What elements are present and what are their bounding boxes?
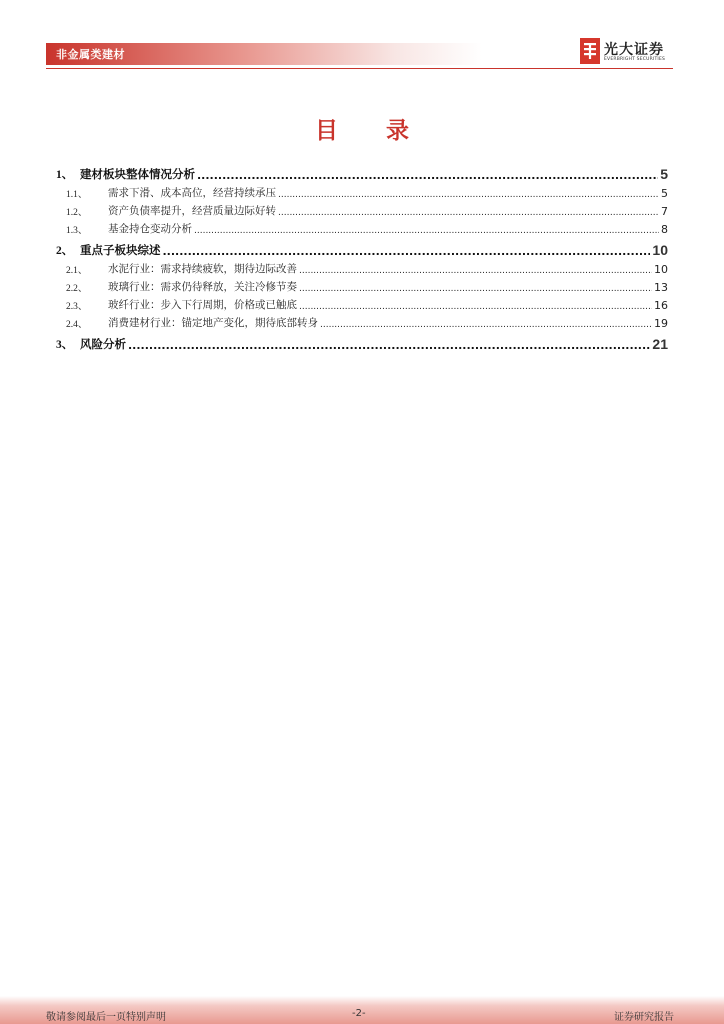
toc-entry-label[interactable]: 风险分析	[80, 337, 126, 351]
company-logo	[580, 38, 675, 66]
toc-dot-leader	[128, 341, 650, 352]
header-divider	[46, 68, 673, 69]
page-number: -2-	[352, 1008, 366, 1019]
table-of-contents	[56, 160, 668, 352]
toc-entry-page: 19	[654, 317, 668, 330]
toc-entry-label[interactable]: 水泥行业：需求持续疲软，期待边际改善	[108, 263, 297, 275]
toc-entry-number: 1.2、	[66, 208, 88, 218]
toc-entry-number: 3、	[56, 339, 74, 351]
toc-dot-leader	[299, 267, 652, 276]
toc-dot-leader	[299, 303, 652, 312]
toc-entry[interactable]	[56, 236, 668, 258]
logo-mark-icon	[580, 38, 600, 64]
toc-entry[interactable]	[56, 330, 668, 352]
toc-entry-label[interactable]: 资产负债率提升，经营质量边际好转	[108, 205, 276, 217]
toc-dot-leader	[197, 171, 658, 182]
toc-dot-leader	[299, 285, 652, 294]
toc-entry-label[interactable]: 重点子板块综述	[80, 243, 161, 257]
header-section-band	[46, 43, 482, 65]
toc-dot-leader	[163, 247, 651, 258]
toc-entry-label[interactable]: 需求下滑、成本高位，经营持续承压	[108, 187, 276, 199]
toc-entry-label[interactable]: 基金持仓变动分析	[108, 223, 192, 235]
toc-entry-page: 10	[652, 242, 668, 258]
toc-entry[interactable]	[56, 182, 668, 200]
toc-dot-leader	[320, 321, 652, 330]
toc-dot-leader	[194, 227, 659, 236]
logo-english-name: EVERBRIGHT SECURITIES	[604, 57, 666, 62]
toc-title: 目 录	[314, 118, 429, 144]
toc-entry[interactable]	[56, 160, 668, 182]
toc-entry-page: 21	[652, 336, 668, 352]
footer-report-type: 证券研究报告	[614, 1012, 674, 1023]
toc-entry-page: 10	[654, 263, 668, 276]
toc-entry[interactable]	[56, 218, 668, 236]
toc-entry-number: 1.3、	[66, 226, 88, 236]
toc-entry-number: 1、	[56, 169, 74, 181]
toc-entry-number: 2.1、	[66, 266, 88, 276]
toc-entry-page: 5	[660, 166, 668, 182]
logo-chinese-name: 光大证券	[604, 42, 664, 58]
toc-entry-label[interactable]: 消费建材行业：锚定地产变化，期待底部转身	[108, 317, 318, 329]
footer-disclaimer-note: 敬请参阅最后一页特别声明	[46, 1012, 166, 1023]
toc-dot-leader	[278, 191, 659, 200]
toc-entry[interactable]	[56, 200, 668, 218]
toc-entry[interactable]	[56, 294, 668, 312]
toc-entry-page: 13	[654, 281, 668, 294]
toc-entry-page: 7	[661, 205, 668, 218]
toc-entry-number: 1.1、	[66, 190, 88, 200]
toc-entry-number: 2.4、	[66, 320, 88, 330]
toc-entry-number: 2.2、	[66, 284, 88, 294]
toc-entry-label[interactable]: 建材板块整体情况分析	[80, 167, 195, 181]
toc-entry[interactable]	[56, 276, 668, 294]
toc-dot-leader	[278, 209, 659, 218]
toc-entry[interactable]	[56, 258, 668, 276]
toc-entry-page: 5	[661, 187, 668, 200]
toc-entry-number: 2、	[56, 245, 74, 257]
header-section-label: 非金属类建材	[56, 48, 125, 61]
toc-entry-number: 2.3、	[66, 302, 88, 312]
toc-entry-label[interactable]: 玻璃行业：需求仍待释放，关注冷修节奏	[108, 281, 297, 293]
toc-entry-page: 16	[654, 299, 668, 312]
toc-entry-page: 8	[661, 223, 668, 236]
toc-entry[interactable]	[56, 312, 668, 330]
toc-entry-label[interactable]: 玻纤行业：步入下行周期，价格或已触底	[108, 299, 297, 311]
